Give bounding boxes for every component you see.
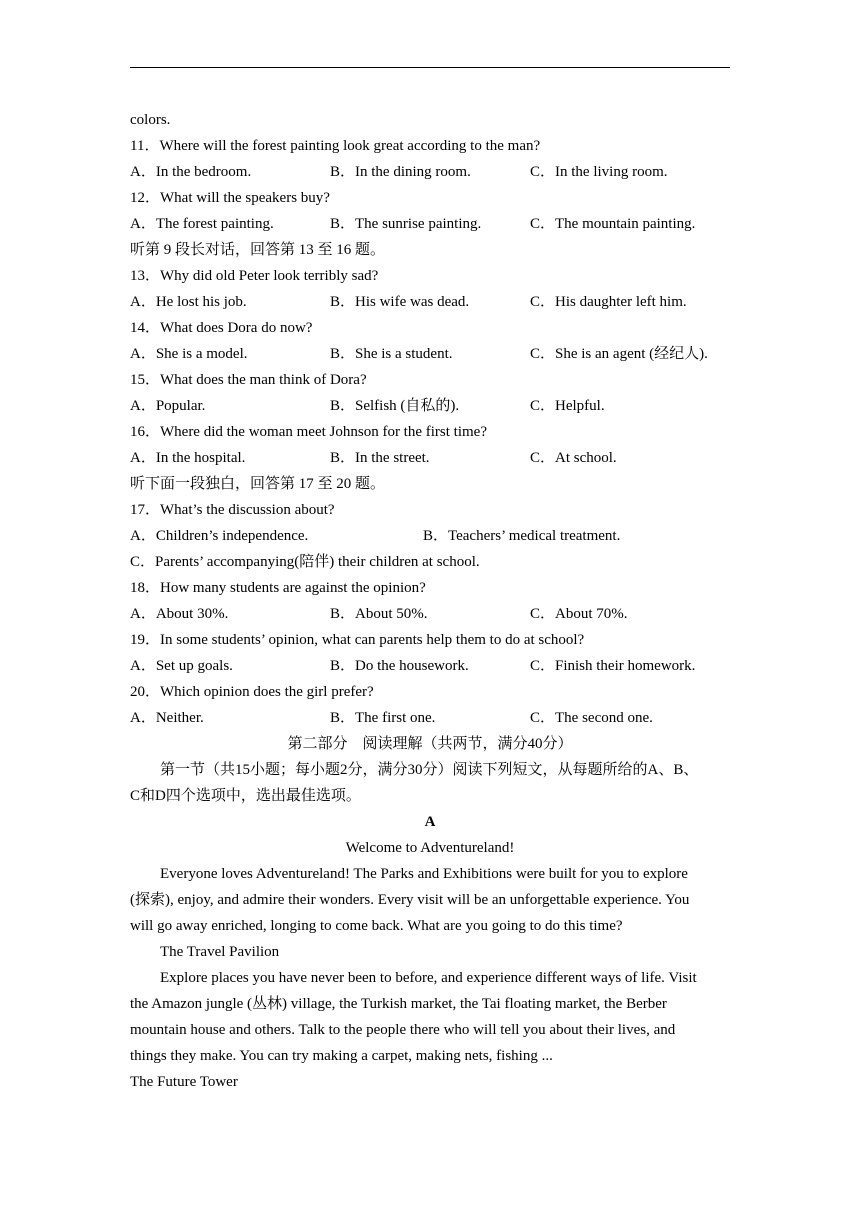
q19-option-a: A．Set up goals. bbox=[130, 658, 233, 674]
part2-title: 第二部分 阅读理解（共两节，满分40分） bbox=[287, 736, 573, 752]
p2-line4: things they make. You can try making a carpet, making nets, fishing ... bbox=[130, 1048, 553, 1064]
heading-travel-pavilion: The Travel Pavilion bbox=[160, 944, 280, 960]
q14-option-b: B．She is a student. bbox=[330, 346, 453, 362]
q17-option-a: A．Children’s independence. bbox=[130, 528, 309, 544]
question-14: 14．What does Dora do now? bbox=[130, 320, 313, 336]
section1-instruction-line2: C和D四个选项中，选出最佳选项。 bbox=[130, 788, 361, 804]
question-13: 13．Why did old Peter look terribly sad? bbox=[130, 268, 379, 284]
passage-title: Welcome to Adventureland! bbox=[345, 840, 515, 856]
heading-future-tower: The Future Tower bbox=[130, 1074, 238, 1090]
question-20: 20．Which opinion does the girl prefer? bbox=[130, 684, 374, 700]
q15-option-c: C．Helpful. bbox=[530, 398, 605, 414]
question-19: 19．In some students’ opinion, what can parents help them to do at school? bbox=[130, 632, 585, 648]
question-11: 11．Where will the forest painting look great according to the man? bbox=[130, 138, 541, 154]
passage-letter: A bbox=[424, 814, 436, 830]
q11-option-a: A．In the bedroom. bbox=[130, 164, 252, 180]
q12-option-b: B．The sunrise painting. bbox=[330, 216, 482, 232]
q15-option-a: A．Popular. bbox=[130, 398, 206, 414]
p2-line1: Explore places you have never been to before, and experience different ways of life. Visit bbox=[160, 970, 697, 986]
q12-option-c: C．The mountain painting. bbox=[530, 216, 696, 232]
q20-option-a: A．Neither. bbox=[130, 710, 204, 726]
q20-option-b: B．The first one. bbox=[330, 710, 436, 726]
p1-line2: (探索), enjoy, and admire their wonders. Every visit will be an unforgettable experience. You bbox=[130, 892, 690, 908]
q16-option-a: A．In the hospital. bbox=[130, 450, 246, 466]
q16-option-b: B．In the street. bbox=[330, 450, 430, 466]
section1-instruction-line1: 第一节（共15小题；每小题2分，满分30分）阅读下列短文，从每题所给的A、B、 bbox=[160, 762, 699, 778]
q18-option-a: A．About 30%. bbox=[130, 606, 229, 622]
q11-option-c: C．In the living room. bbox=[530, 164, 668, 180]
p1-line1: Everyone loves Adventureland! The Parks and Exhibitions were built for you to explore bbox=[160, 866, 688, 882]
q13-option-a: A．He lost his job. bbox=[130, 294, 247, 310]
p2-line2: the Amazon jungle (丛林) village, the Turkish market, the Tai floating market, the Berber bbox=[130, 996, 667, 1012]
q14-option-a: A．She is a model. bbox=[130, 346, 248, 362]
q19-option-c: C．Finish their homework. bbox=[530, 658, 696, 674]
question-15: 15．What does the man think of Dora? bbox=[130, 372, 367, 388]
question-16: 16．Where did the woman meet Johnson for the first time? bbox=[130, 424, 487, 440]
header-rule bbox=[130, 67, 730, 68]
instruction-monologue: 听下面一段独白，回答第 17 至 20 题。 bbox=[130, 476, 386, 492]
q18-option-c: C．About 70%. bbox=[530, 606, 628, 622]
question-18: 18．How many students are against the opinion? bbox=[130, 580, 426, 596]
question-12: 12．What will the speakers buy? bbox=[130, 190, 330, 206]
q14-option-c: C．She is an agent (经纪人). bbox=[530, 346, 708, 362]
q16-option-c: C．At school. bbox=[530, 450, 617, 466]
q13-option-b: B．His wife was dead. bbox=[330, 294, 470, 310]
p1-line3: will go away enriched, longing to come back. What are you going to do this time? bbox=[130, 918, 623, 934]
p2-line3: mountain house and others. Talk to the people there who will tell you about their lives, and bbox=[130, 1022, 676, 1038]
q17-option-c: C．Parents’ accompanying(陪伴) their children at school. bbox=[130, 554, 480, 570]
q19-option-b: B．Do the housework. bbox=[330, 658, 469, 674]
q13-option-c: C．His daughter left him. bbox=[530, 294, 687, 310]
q20-option-c: C．The second one. bbox=[530, 710, 653, 726]
intro-tail: colors. bbox=[130, 112, 171, 128]
q11-option-b: B．In the dining room. bbox=[330, 164, 471, 180]
question-17: 17．What’s the discussion about? bbox=[130, 502, 335, 518]
q18-option-b: B．About 50%. bbox=[330, 606, 428, 622]
q15-option-b: B．Selfish (自私的). bbox=[330, 398, 460, 414]
q12-option-a: A．The forest painting. bbox=[130, 216, 274, 232]
instruction-dialogue-9: 听第 9 段长对话，回答第 13 至 16 题。 bbox=[130, 242, 386, 258]
q17-option-b: B．Teachers’ medical treatment. bbox=[423, 528, 621, 544]
